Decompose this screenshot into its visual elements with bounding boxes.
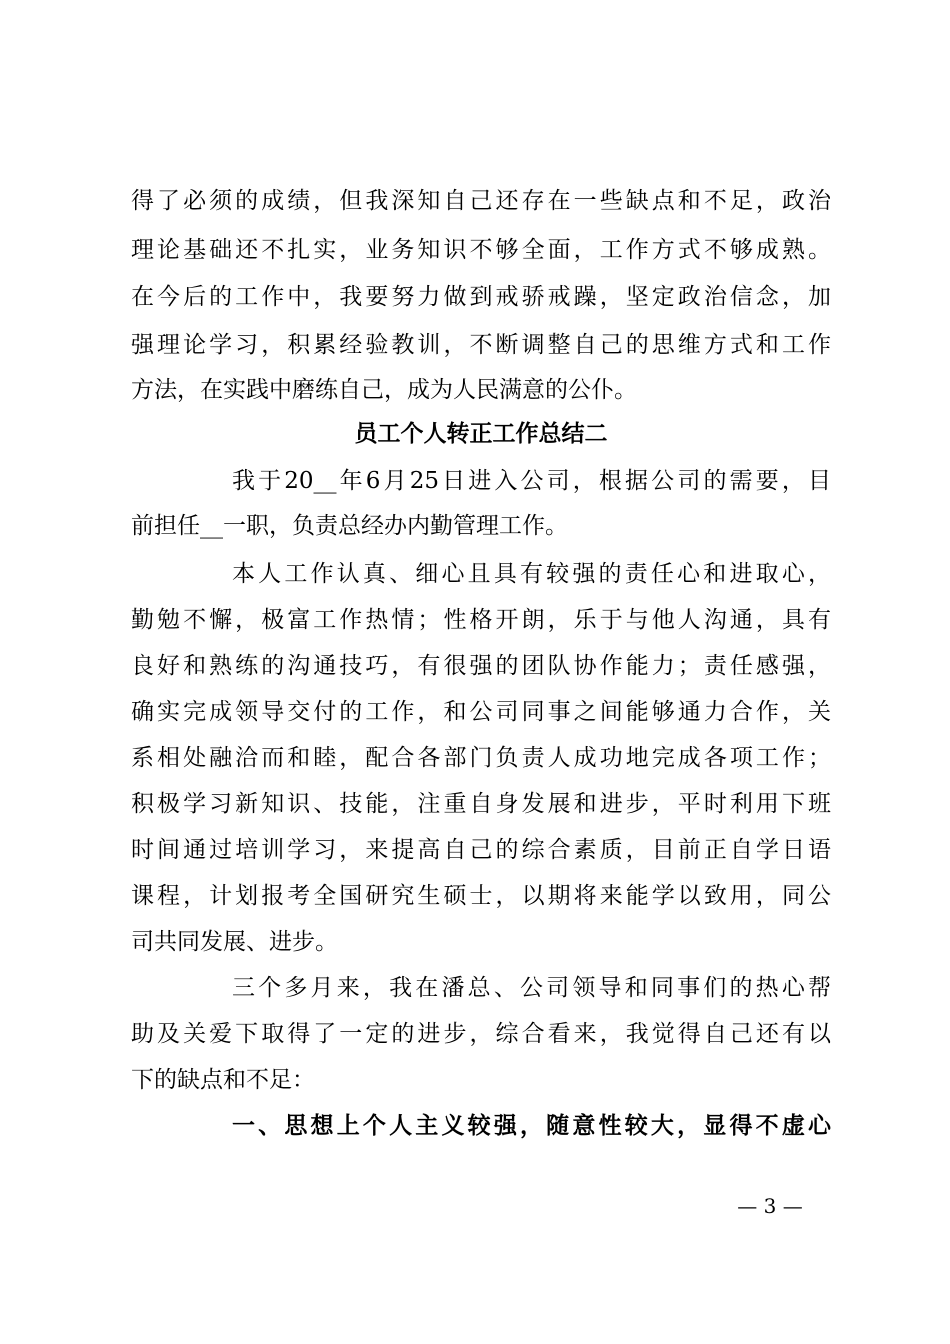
body-text-line: 在今后的工作中，我要努力做到戒骄戒躁，坚定政治信念，加 [131,284,831,310]
body-text-line: 确实完成领导交付的工作，和公司同事之间能够通力合作，关 [131,699,831,725]
body-text-line: 助及关爱下取得了一定的进步，综合看来，我觉得自己还有以 [131,1021,831,1047]
body-text-line: 前担任__一职，负责总经办内勤管理工作。 [131,513,568,539]
body-text-line: 系相处融洽而和睦，配合各部门负责人成功地完成各项工作； [131,745,831,771]
body-text-line: 方法，在实践中磨练自己，成为人民满意的公仆。 [131,377,637,403]
body-text-line: 勤勉不懈，极富工作热情；性格开朗，乐于与他人沟通，具有 [131,607,831,633]
list-subheading: 一、思想上个人主义较强，随意性较大，显得不虚心 [232,1112,831,1139]
body-text-line: 良好和熟练的沟通技巧，有很强的团队协作能力；责任感强， [131,653,831,679]
body-text-line: 积极学习新知识、技能，注重自身发展和进步，平时利用下班 [131,791,831,817]
body-text-line: 时间通过培训学习，来提高自己的综合素质，目前正自学日语 [131,837,831,863]
body-text-line: 本人工作认真、细心且具有较强的责任心和进取心， [232,561,831,587]
body-text-line: 理论基础还不扎实，业务知识不够全面，工作方式不够成熟。 [131,237,831,263]
body-text-line: 强理论学习，积累经验教训，不断调整自己的思维方式和工作 [131,332,831,358]
page-number: — 3 — [737,1194,803,1218]
body-text-line: 我于20__年6月25日进入公司，根据公司的需要，目 [232,468,831,494]
body-text-line: 课程，计划报考全国研究生硕士，以期将来能学以致用，同公 [131,883,831,909]
body-text-line: 司共同发展、进步。 [131,929,338,955]
section-heading: 员工个人转正工作总结二 [354,420,608,447]
body-text-line: 得了必须的成绩，但我深知自己还存在一些缺点和不足，政治 [131,188,831,214]
body-text-line: 下的缺点和不足： [131,1067,315,1093]
body-text-line: 三个多月来，我在潘总、公司领导和同事们的热心帮 [232,975,831,1001]
